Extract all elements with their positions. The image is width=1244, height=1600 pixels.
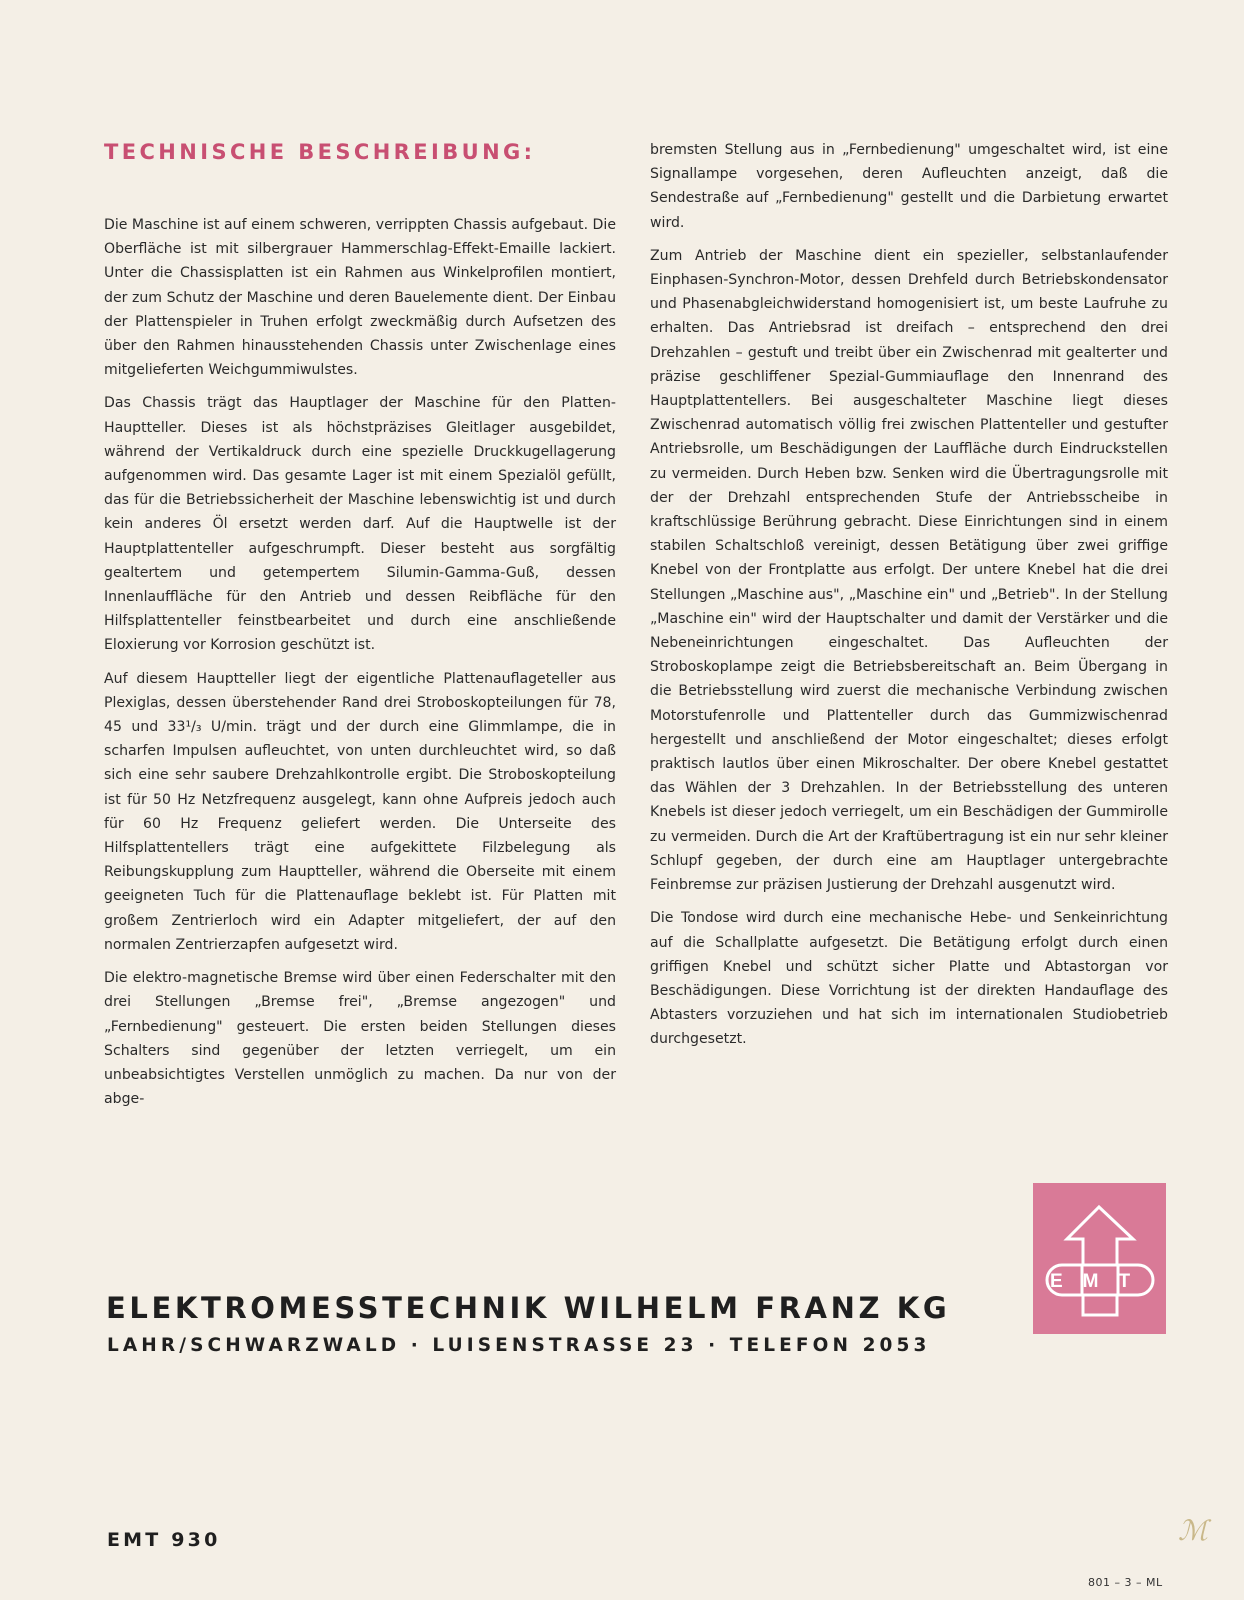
paragraph: Die elektro-magnetische Bremse wird über einen Federschalter mit den drei Stellungen „Bremse frei", „Bremse angezogen" und „Fernbedienung" gesteuert. Die ersten beiden Stellungen dieses Schalters sind gegenüber der letzten verriegelt, um ein unbeabsichtigtes Verstellen unmöglich zu machen. Da nur von der abge- bbox=[104, 970, 616, 1108]
print-code: 801 – 3 – ML bbox=[1088, 1576, 1163, 1589]
paragraph: Die Maschine ist auf einem schweren, verrippten Chassis aufgebaut. Die Oberfläche ist mit silbergrauer Hammerschlag-Effekt-Emaille lackiert. Unter die Chassisplatten ist ein Rahmen aus Winkelprofilen montiert, der zum Schutz der Maschine und deren Bauelemente dient. Der Einbau der Plattenspieler in Truhen erfolgt zweckmäßig durch Aufsetzen des über den Rahmen hinausstehenden Chassis unter Zwischenlage eines mitgelieferten Weichgummiwulstes. bbox=[104, 217, 616, 379]
model-number: EMT 930 bbox=[107, 1529, 221, 1551]
company-name: ELEKTROMESSTECHNIK WILHELM FRANZ KG bbox=[106, 1291, 951, 1325]
paragraph: Die Tondose wird durch eine mechanische Hebe- und Senkeinrichtung auf die Schallplatte aufgesetzt. Die Betätigung erfolgt durch einen griffigen Knebel und schützt sicher Platte und Abtastorgan vor Beschädigungen. Diese Vorrichtung ist der direkten Handauflage des Abtasters vorzuziehen und hat sich im internationalen Studiobetrieb durchgesetzt. bbox=[650, 910, 1168, 1048]
paragraph: Das Chassis trägt das Hauptlager der Maschine für den Platten-Hauptteller. Dieses ist als höchstpräzises Gleitlager ausgebildet, während der Vertikaldruck durch eine spezielle Druckkugellagerung aufgenommen wird. Das gesamte Lager ist mit einem Spezialöl gefüllt, das für die Betriebssicherheit der Maschine lebenswichtig ist und durch kein anderes Öl ersetzt werden darf. Auf die Hauptwelle ist der Hauptplattenteller aufgeschrumpft. Dieser besteht aus sorgfältig gealtertem und getempertem Silumin-Gamma-Guß, dessen Innenlauffläche für den Antrieb und dessen Reibfläche für den Hilfsplattenteller feinstbearbeitet und durch eine anschließende Eloxierung vor Korrosion geschützt ist. bbox=[104, 395, 616, 654]
emt-logo bbox=[1033, 1183, 1166, 1334]
paragraph: Zum Antrieb der Maschine dient ein spezieller, selbstanlaufender Einphasen-Synchron-Motor, dessen Drehfeld durch Betriebskondensator und Phasenabgleichwiderstand homogenisiert ist, um beste Laufruhe zu erhalten. Das Antriebsrad ist dreifach – entsprechend den drei Drehzahlen – gestuft und treibt über ein Zwischenrad mit gealterter und präzise geschliffener Spezial-Gummiauflage den Innenrand des Hauptplattentellers. Bei ausgeschalteter Maschine liegt dieses Zwischenrad automatisch völlig frei zwischen Plattenteller und gestufter Antriebsrolle, um Beschädigungen der Lauffläche durch Eindruckstellen zu vermeiden. Durch Heben bzw. Senken wird die Übertragungsrolle mit der der Drehzahl entsprechenden Stufe der Antriebsscheibe in kraftschlüssige Berührung gebracht. Diese Einrichtungen sind in einem stabilen Schaltschloß vereinigt, dessen Betätigung über zwei griffige Knebel von der Frontplatte aus erfolgt. Der untere Knebel hat die drei Stellungen „Maschine aus", „Maschine ein" und „Betrieb". In der Stellung „Maschine ein" wird der Hauptschalter und damit der Verstärker und die Nebeneinrichtungen eingeschaltet. Das Aufleuchten der Stroboskoplampe zeigt die Betriebsbereitschaft an. Beim Übergang in die Betriebsstellung wird zuerst die mechanische Verbindung zwischen Motorstufenrolle und Plattenteller durch das Gummizwischenrad hergestellt und anschließend der Motor eingeschaltet; dieses erfolgt praktisch lautlos über einen Mikroschalter. Der obere Knebel gestattet das Wählen der 3 Drehzahlen. In der Betriebsstellung des unteren Knebels ist dieser jedoch verriegelt, um ein Beschädigen der Gummirolle zu vermeiden. Durch die Art der Kraftübertragung ist ein nur sehr kleiner Schlupf gegeben, der durch eine am Hauptlager untergebrachte Feinbremse zur präzisen Justierung der Drehzahl ausgenutzt wird. bbox=[650, 247, 1168, 894]
section-heading: TECHNISCHE BESCHREIBUNG: bbox=[104, 140, 536, 164]
paragraph: bremsten Stellung aus in „Fernbedienung" umgeschaltet wird, ist eine Signallampe vorgesehen, deren Aufleuchten anzeigt, daß die Sendestraße auf „Fernbedienung" gestellt und die Darbietung erwartet wird. bbox=[650, 142, 1168, 231]
left-column bbox=[104, 213, 616, 1120]
right-column bbox=[650, 138, 1168, 1061]
emt-logo-icon bbox=[1033, 1183, 1166, 1334]
stamp-mark: ℳ bbox=[1178, 1514, 1208, 1547]
company-address: LAHR/SCHWARZWALD · LUISENSTRASSE 23 · TELEFON 2053 bbox=[107, 1335, 931, 1356]
paragraph: Auf diesem Hauptteller liegt der eigentliche Plattenauflageteller aus Plexiglas, dessen überstehender Rand drei Stroboskopteilungen für 78, 45 und 33¹/₃ U/min. trägt und der durch eine Glimmlampe, die in scharfen Impulsen aufleuchtet, von unten durchleuchtet wird, so daß sich eine sehr saubere Drehzahlkontrolle ergibt. Die Stroboskopteilung ist für 50 Hz Netzfrequenz ausgelegt, kann ohne Aufpreis jedoch auch für 60 Hz Frequenz geliefert werden. Die Unterseite des Hilfsplattentellers trägt eine aufgekittete Filzbelegung als Reibungskupplung zum Hauptteller, während die Oberseite mit einem geeigneten Tuch für die Plattenauflage beklebt ist. Für Platten mit großem Zentrierloch wird ein Adapter mitgeliefert, der auf den normalen Zentrierzapfen aufgesetzt wird. bbox=[104, 670, 616, 953]
logo-lettering: EMT bbox=[1049, 1271, 1151, 1292]
